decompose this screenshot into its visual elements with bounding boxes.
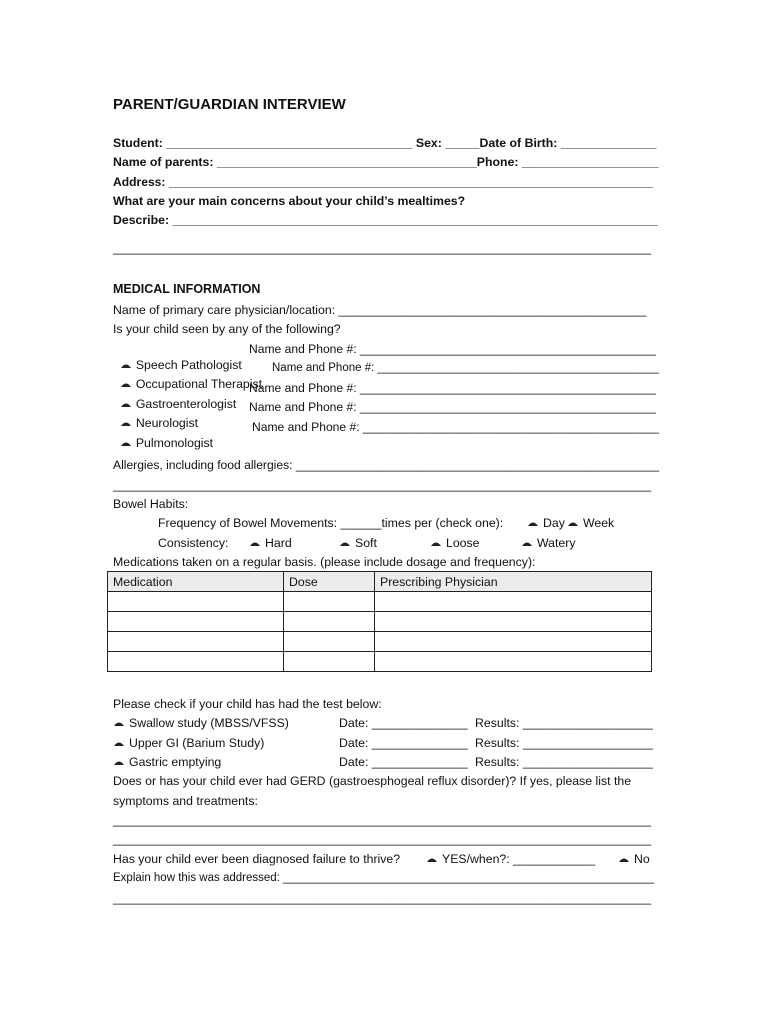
- checkbox-icon[interactable]: [426, 854, 438, 863]
- explain-field[interactable]: Explain how this was addressed: __________________________________________________________: [113, 872, 654, 884]
- address-field[interactable]: Address: ________________________________________________________________________: [113, 175, 654, 189]
- gerd-answer-line[interactable]: ________________________________________________________________________________: [113, 832, 652, 846]
- column-header: Prescribing Physician: [375, 572, 652, 592]
- dose-cell[interactable]: [284, 632, 375, 652]
- bowel-week-option[interactable]: Week: [567, 515, 614, 531]
- test-item[interactable]: Gastric emptying: [113, 754, 221, 770]
- medication-cell[interactable]: [108, 612, 284, 632]
- gerd-answer-line[interactable]: ________________________________________________________________________________: [113, 813, 652, 827]
- dose-cell[interactable]: [284, 612, 375, 632]
- student-field[interactable]: Student: ____________________________________ Sex: _____Date of Birth: ______________: [113, 136, 657, 150]
- physician-cell[interactable]: [375, 652, 652, 672]
- specialist-phone[interactable]: Name and Phone #: ____________________________________________: [272, 362, 659, 374]
- checkbox-icon[interactable]: [567, 518, 579, 527]
- test-date[interactable]: Date: ______________: [339, 716, 468, 730]
- specialist-row[interactable]: Pulmonologist: [113, 419, 213, 451]
- describe-field[interactable]: Describe: _______________________________________________________________________: [113, 213, 659, 227]
- specialist-phone[interactable]: Name and Phone #: ____________________________________________: [249, 400, 656, 414]
- specialist-phone[interactable]: Name and Phone #: ____________________________________________: [249, 381, 656, 395]
- checkbox-icon[interactable]: [113, 757, 125, 766]
- table-row: [108, 652, 652, 672]
- consistency-option[interactable]: Loose: [430, 535, 480, 551]
- checkbox-icon[interactable]: [339, 538, 351, 547]
- test-results[interactable]: Results: ___________________: [475, 755, 653, 769]
- test-results[interactable]: Results: ___________________: [475, 716, 653, 730]
- dose-cell[interactable]: [284, 592, 375, 612]
- ftt-question: Has your child ever been diagnosed failure to thrive?: [113, 852, 401, 866]
- specialist-row[interactable]: Occupational Therapist: [113, 360, 262, 392]
- table-row: [108, 592, 652, 612]
- table-row: [108, 612, 652, 632]
- specialist-row[interactable]: Speech Pathologist: [113, 341, 242, 373]
- seen-by-question: Is your child seen by any of the following?: [113, 322, 341, 336]
- parents-field[interactable]: Name of parents: ______________________________________Phone: ____________________: [113, 155, 659, 169]
- test-item[interactable]: Swallow study (MBSS/VFSS): [113, 715, 289, 731]
- describe-line-2[interactable]: ________________________________________________________________________________: [113, 241, 652, 255]
- checkbox-icon[interactable]: [527, 518, 539, 527]
- consistency-option[interactable]: Watery: [521, 535, 576, 551]
- physician-field[interactable]: Name of primary care physician/location: _____________________________________________: [113, 303, 647, 317]
- gerd-question-2: symptoms and treatments:: [113, 794, 258, 808]
- physician-cell[interactable]: [375, 612, 652, 632]
- tests-intro: Please check if your child has had the test below:: [113, 697, 382, 711]
- test-date[interactable]: Date: ______________: [339, 736, 468, 750]
- medication-cell[interactable]: [108, 592, 284, 612]
- checkbox-icon[interactable]: [249, 538, 261, 547]
- physician-cell[interactable]: [375, 592, 652, 612]
- consistency-label: Consistency:: [158, 536, 229, 550]
- concerns-question: What are your main concerns about your child’s mealtimes?: [113, 194, 466, 208]
- checkbox-icon[interactable]: [430, 538, 442, 547]
- page-title: PARENT/GUARDIAN INTERVIEW: [113, 96, 346, 113]
- allergies-field[interactable]: Allergies, including food allergies: ______________________________________________________: [113, 458, 660, 472]
- bowel-label: Bowel Habits:: [113, 497, 189, 511]
- bowel-frequency[interactable]: Frequency of Bowel Movements: ______times per (check one):: [158, 516, 504, 530]
- test-item[interactable]: Upper GI (Barium Study): [113, 735, 264, 751]
- column-header: Medication: [108, 572, 284, 592]
- consistency-option[interactable]: Hard: [249, 535, 292, 551]
- test-date[interactable]: Date: ______________: [339, 755, 468, 769]
- medication-cell[interactable]: [108, 652, 284, 672]
- checkbox-icon[interactable]: [521, 538, 533, 547]
- table-header-row: [108, 572, 652, 592]
- ftt-no-option[interactable]: No: [618, 851, 650, 867]
- allergies-line-2[interactable]: ________________________________________________________________________________: [113, 478, 652, 492]
- medications-table: [107, 571, 652, 672]
- specialist-row[interactable]: Gastroenterologist: [113, 380, 236, 412]
- medications-intro: Medications taken on a regular basis. (please include dosage and frequency):: [113, 555, 536, 569]
- explain-line-2[interactable]: ________________________________________________________________________________: [113, 891, 652, 905]
- dose-cell[interactable]: [284, 652, 375, 672]
- checkbox-icon[interactable]: [120, 438, 132, 447]
- test-results[interactable]: Results: ___________________: [475, 736, 653, 750]
- medication-cell[interactable]: [108, 632, 284, 652]
- table-row: [108, 632, 652, 652]
- consistency-option[interactable]: Soft: [339, 535, 377, 551]
- checkbox-icon[interactable]: [113, 738, 125, 747]
- specialist-phone[interactable]: Name and Phone #: ____________________________________________: [252, 420, 659, 434]
- bowel-day-option[interactable]: Day: [527, 515, 565, 531]
- physician-cell[interactable]: [375, 632, 652, 652]
- checkbox-icon[interactable]: [113, 718, 125, 727]
- medical-heading: MEDICAL INFORMATION: [113, 282, 261, 296]
- column-header: Dose: [284, 572, 375, 592]
- checkbox-icon[interactable]: [618, 854, 630, 863]
- specialist-phone[interactable]: Name and Phone #: ____________________________________________: [249, 342, 656, 356]
- gerd-question: Does or has your child ever had GERD (gastroesphogeal reflux disorder)? If yes, please list the: [113, 774, 632, 788]
- specialist-row[interactable]: Neurologist: [113, 399, 198, 431]
- ftt-yes-option[interactable]: YES/when?: ____________: [426, 851, 595, 867]
